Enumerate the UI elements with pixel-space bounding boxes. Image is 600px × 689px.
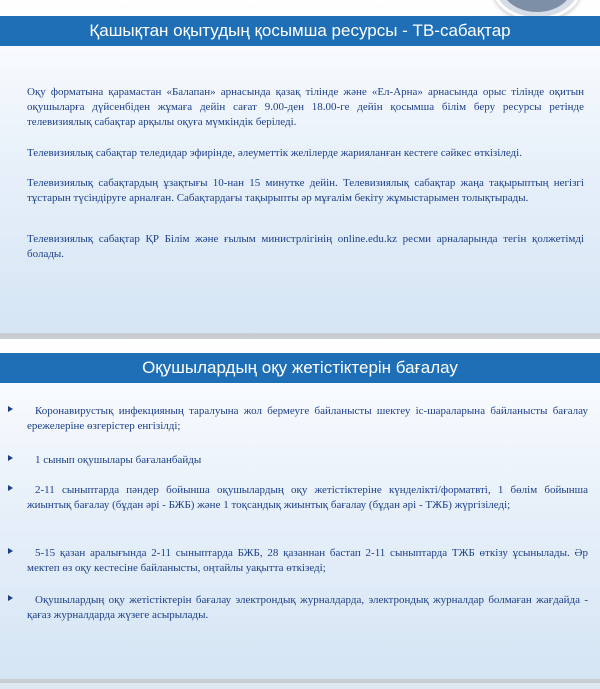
arrow-bullet-icon — [8, 406, 13, 412]
assessment-bullet-text: 2-11 сыныптарда пәндер бойынша оқушылардың оқу жетістіктеріне күнделікті/форматвті, 1 бөлім бойынша жиынтық бағалау (бұдан әрі - БЖБ) және 1 тоқсандық жиынтық бағалау (бұдан әрі - ТЖБ) жүргізіледі; — [27, 484, 588, 511]
assessment-bullet-text: Коронавирустық инфекцияның таралуына жол бермеуге байланысты шектеу іс-шараларына байланысты бағалау ережелеріне өзгерістер енгізілді; — [27, 405, 588, 432]
tv-lessons-paragraph: Оқу форматына қарамастан «Балапан» арнасында қазақ тілінде және «Ел-Арна» арнасында орыс тілінде оқитын оқушыларға дүйсенбіден жұмаға дейін сағат 9.00-ден 18.00-ге дейін қосымша білім беру ресурсы ретінде телевизиялық сабақтар арқылы оқуға мүмкіндік беріледі. — [27, 86, 584, 128]
assessment-bullet-text: 1 сынып оқушылары бағаланбайды — [35, 454, 202, 466]
arrow-bullet-icon — [8, 595, 13, 601]
arrow-bullet-icon — [8, 455, 13, 461]
tv-lessons-paragraph: Телевизиялық сабақтар теледидар эфирінде, әлеуметтік желілерде жарияланған кестеге сәйкес өткізіледі. — [27, 147, 522, 159]
assessment-header: Оқушылардың оқу жетістіктерін бағалау — [0, 353, 600, 383]
assessment-bullet-text: Оқушылардың оқу жетістіктерін бағалау электрондық журналдарда, электрондық журналдар болмаған жағдайда - қағаз журналдарда жүзеге асырылады. — [27, 594, 588, 621]
next-panel-edge — [0, 683, 600, 689]
tv-lessons-paragraph: Телевизиялық сабақтар ҚР Білім және ғылым министрлігінің online.edu.kz ресми арналарында тегін қолжетімді болады. — [27, 233, 584, 260]
arrow-bullet-icon — [8, 548, 13, 554]
tv-lessons-header: Қашықтан оқытудың қосымша ресурсы - ТВ-сабақтар — [0, 16, 600, 46]
tv-lessons-paragraph: Телевизиялық сабақтардың ұзақтығы 10-нан 15 минутке дейін. Телевизиялық сабақтар жаңа тақырыптың негізгі тұстарын түсіндіруге арналған. Сабақтардағы тақырыпты әр мұғалім бекіту жұмыстарымен толықтырады. — [27, 177, 584, 204]
tv-lessons-panel — [0, 0, 600, 333]
arrow-bullet-icon — [8, 485, 13, 491]
assessment-bullet-text: 5-15 қазан аралығында 2-11 сыныптарда БЖБ, 28 қазаннан бастап 2-11 сыныптарда ТЖБ өткізу ұсынылады. Әр мектеп өз оқу кестесіне байланысты, оңтайлы уақытта өткізеді; — [27, 547, 588, 574]
